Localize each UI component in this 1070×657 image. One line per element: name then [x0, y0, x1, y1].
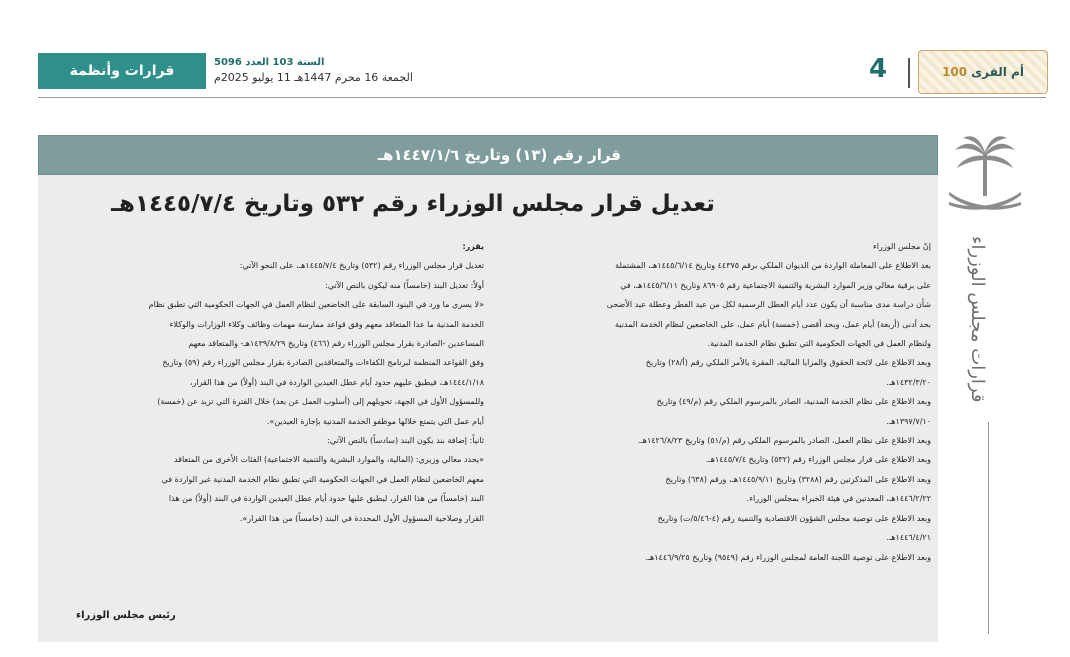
- preamble-line: وبعد الاطلاع على لائحة الحقوق والمزايا المالية، المقرة بالأمر الملكي رقم (أ/٢٨) وتاريخ: [645, 358, 931, 368]
- preamble-line: وبعد الاطلاع على قرار مجلس الوزراء رقم (٥٣٢) وتاريخ ١٤٤٥/٧/٤هـ.: [705, 455, 931, 465]
- newspaper-logo: [918, 50, 1048, 94]
- body-line: «لا يسري ما ورد في البنود السابقة على الخاضعين لنظام العمل في الجهات الحكومية التي تطبق نظام: [148, 300, 484, 310]
- preamble-line: بحد أدنى (أربعة) أيام عمل، وبحد أقصى (خمسة) أيام عمل، على الخاضعين لنظام الخدمة المدنية: [615, 319, 931, 329]
- logo-badge: 100: [942, 65, 968, 79]
- side-rule: [988, 422, 989, 634]
- body-line: معهم الخاضعين لنظام العمل في الجهات الحكومية التي تطبق نظام الخدمة المدنية غير الواردة في: [161, 474, 484, 484]
- preamble-line: إنّ مجلس الوزراء: [873, 242, 931, 251]
- preamble-line: ١٤٤٦/٤/٢١هـ.: [886, 533, 931, 543]
- side-label: قرارات مجلس الوزراء: [967, 236, 988, 403]
- body-line: المساعدين -الصادرة بقرار مجلس الوزراء رقم (٤٦٦) وتاريخ ١٤٣٩/٨/٢٩هـ- والمتعاقد معهم: [188, 339, 484, 349]
- preamble-line: وبعد الاطلاع على نظام الخدمة المدنية، الصادر بالمرسوم الملكي رقم (م/٤٩) وتاريخ: [656, 397, 931, 407]
- signature: رئيس مجلس الوزراء: [76, 610, 176, 621]
- preamble-line: وبعد الاطلاع على المذكرتين رقم (٣٢٨٨) وتاريخ ١٤٤٥/٩/١١هـ، ورقم (٦٣٨) وتاريخ: [665, 474, 931, 484]
- section-tab[interactable]: قرارات وأنظمة: [38, 53, 206, 89]
- preamble-line: ١٤٣٢/٣/٢٠هـ.: [886, 377, 931, 387]
- issue-info: [214, 56, 434, 86]
- body-line: وللمسؤول الأول في الجهة، تحويلهم إلى (أسلوب العمل عن بعد) خلال الفترة التي تزيد عن (خمسة): [157, 397, 484, 407]
- body-line: الخدمة المدنية ما عدا المتعاقد معهم وفق قواعد ممارسة مهمات وظائف وكلاء الوزارات والوكلاء: [169, 319, 484, 329]
- body-line: «يحدد معالي وزيري: (المالية، والموارد البشرية والتنمية الاجتماعية) الفئات الأخرى من المتعاقد: [173, 455, 484, 465]
- decision-banner: قرار رقم (١٣) وتاريخ ١٤٤٧/١/٦هـ: [38, 135, 938, 175]
- preamble-line: ١٤٤٦/٢/٢٢هـ، المعدتين في هيئة الخبراء بمجلس الوزراء.: [746, 494, 931, 504]
- body-line: ١٤٤٤/١/١٨هـ، فيطبق عليهم حدود أيام عطل العيدين الواردة في البند (أولاً) من هذا القرار،: [189, 377, 484, 387]
- decision-panel: [38, 135, 938, 642]
- page-header: [38, 40, 1046, 98]
- preamble-line: ١٣٩٧/٧/١٠هـ.: [886, 416, 931, 426]
- preamble-line: وبعد الاطلاع على توصية مجلس الشؤون الاقتصادية والتنمية رقم (٤-٥/٤٦/ت) وتاريخ: [657, 513, 931, 523]
- body-line: القرار وصلاحية المسؤول الأول المحددة في البند (خامساً) من هذا القرار».: [239, 513, 484, 523]
- body-line: وفق القواعد المنظمة لبرنامج الكفاءات والمتعاقدين الصادرة بقرار مجلس الوزراء رقم (٥٩) وتاريخ: [162, 358, 484, 368]
- body-line: ثانياً: إضافة بند يكون البند (سادساً) بالنص الآتي:: [327, 436, 484, 446]
- preamble-line: على برقية معالي وزير الموارد البشرية والتنمية الاجتماعية رقم ٨٦٩٠٥ وتاريخ ١٤٤٥/٦/١١هـ، في: [620, 280, 931, 290]
- body-line: أيام عمل التي يتمتع خلالها موظفو الخدمة المدنية بإجازة العيدين».: [266, 416, 484, 426]
- preamble-line: وبعد الاطلاع على توصية اللجنة العامة لمجلس الوزراء رقم (٩٥٤٩) وتاريخ ١٤٤٦/٩/٢٥هـ.: [645, 552, 931, 562]
- issue-date: الجمعة 16 محرم 1447هـ 11 يوليو 2025م: [214, 71, 413, 84]
- decision-body-column: [72, 237, 484, 528]
- body-line: أولاً: تعديل البند (خامساً) منه ليكون بالنص الآتي:: [325, 280, 484, 290]
- issue-number: السنة 103 العدد 5096: [214, 57, 325, 68]
- side-panel: [945, 132, 1025, 637]
- body-line: يقرر:: [462, 242, 484, 251]
- preamble-line: شأن دراسة مدى مناسبة أن يكون عدد أيام العطل الرسمية لكل من عيد الفطر وعطلة عيد الأضحى: [606, 300, 931, 310]
- header-rule: [38, 97, 1046, 98]
- preamble-line: بعد الاطلاع على المعاملة الواردة من الديوان الملكي برقم ٤٤٣٧٥ وتاريخ ١٤٤٥/٦/١٤هـ، المشتملة: [615, 261, 931, 271]
- logo-text: أم القرى: [971, 65, 1024, 79]
- header-divider: [908, 58, 910, 88]
- preamble-column: [511, 237, 931, 567]
- body-line: البند (خامساً) من هذا القرار، ليطبق عليها حدود أيام عطل العيدين الواردة في البند (أولاً) من هذا: [168, 494, 484, 504]
- decision-title: تعديل قرار مجلس الوزراء رقم ٥٣٢ وتاريخ ١٤٤٥/٧/٤هـ: [111, 191, 715, 217]
- preamble-line: وبعد الاطلاع على نظام العمل، الصادر بالمرسوم الملكي رقم (م/٥١) وتاريخ ١٤٢٦/٨/٢٣هـ.: [637, 436, 931, 446]
- palm-swords-emblem-icon: [945, 132, 1025, 220]
- page-number: 4: [869, 54, 888, 84]
- preamble-line: ولنظام العمل في الجهات الحكومية التي تطبق نظام الخدمة المدنية.: [707, 339, 931, 349]
- body-line: تعديل قرار مجلس الوزراء رقم (٥٣٢) وتاريخ ١٤٤٥/٧/٤هـ، على النحو الآتي:: [239, 261, 484, 271]
